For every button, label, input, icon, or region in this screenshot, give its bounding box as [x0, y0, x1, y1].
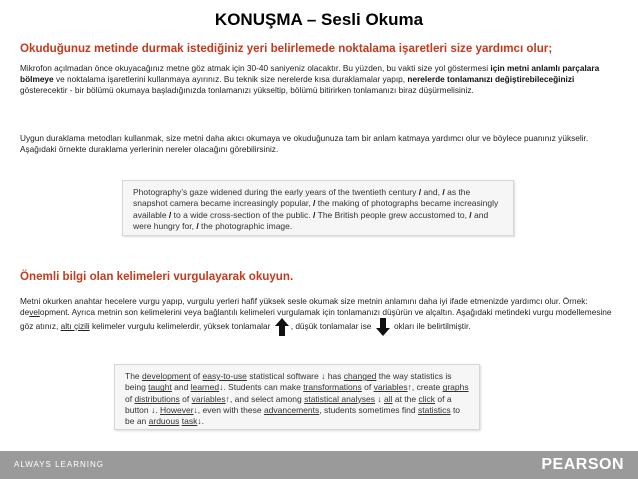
- down-arrow-icon: ↓: [151, 404, 156, 415]
- sample-text: , create: [411, 382, 443, 393]
- p2-text-d: , düşük tonlamalar ise: [290, 321, 374, 332]
- sample-text: , even with these: [197, 404, 264, 415]
- stressed-word: easy-to-use: [202, 371, 247, 381]
- sample-text: of: [361, 382, 374, 393]
- page-title: KONUŞMA – Sesli Okuma: [214, 10, 424, 29]
- down-arrow-icon: ↓: [193, 404, 198, 415]
- sample-text: at the: [392, 393, 419, 404]
- sample-text: , students sometimes find: [319, 404, 418, 415]
- section2-paragraph: [20, 296, 620, 336]
- p1-text-c: ve noktalama işaretlerini kullanmaya ayırınız. Bu teknik size nerelerde kısa duraklamalar yapıp,: [53, 74, 408, 84]
- section2-heading: Önemli bilgi olan kelimeleri vurgulayarak okuyun.: [20, 270, 294, 283]
- p1-text-d: gösterecektir - bir bölümü okumaya başladığınızda tonlamanızı yükseltip, bölümü bitirirken tonlamanızı biraz düşürmelisiniz.: [20, 85, 474, 95]
- stressed-word: However: [159, 404, 194, 415]
- sample-text: to a wide cross-section of the public.: [171, 209, 314, 220]
- sample-text: .: [155, 404, 160, 415]
- sample-text: The British people grew accustomed to,: [315, 209, 470, 220]
- pause-slash: /: [313, 209, 316, 220]
- stressed-word: click: [418, 393, 436, 404]
- stressed-word: variables: [191, 393, 226, 404]
- stressed-word: transformations: [303, 382, 362, 393]
- stressed-word: advancements: [263, 404, 320, 415]
- sample-text: of a button: [125, 393, 452, 415]
- sample-text: .: [201, 416, 204, 427]
- pause-slash: /: [168, 209, 172, 220]
- sample-text: . Students can make: [223, 382, 304, 393]
- p2-text-c: kelimeler vurgulu kelimelerdir, yüksek tonlamalar: [89, 321, 273, 332]
- footer-tagline: ALWAYS LEARNING: [14, 460, 104, 469]
- stressed-word: distributions: [134, 393, 180, 404]
- p2-text-e: okları ile belirtilmiştir.: [391, 321, 471, 332]
- footer-bar: [0, 451, 638, 479]
- section1-paragraph2: Uygun duraklama metodları kullanmak, size metni daha akıcı okumaya ve okuduğunuza tam bir anlam katmaya yardımcı olur ve böylece puanınız yükselir. Aşağıdaki örnekte duraklama yerlerinin nereler olacağını görebilirsiniz.: [20, 133, 589, 154]
- pause-slash: /: [442, 187, 445, 197]
- sample-text: The: [125, 371, 143, 381]
- stressed-word: task: [181, 416, 198, 427]
- section1-heading: Okuduğunuz metinde durmak istediğiniz yeri belirlemede noktalama işaretleri size yardımcı olur;: [20, 42, 553, 55]
- stressed-word: statistical analyses: [304, 393, 375, 404]
- sample-text: of: [125, 393, 135, 404]
- sample-text: the photographic image.: [198, 220, 293, 231]
- sample-text: to be an: [125, 404, 461, 427]
- down-arrow-icon: ↓: [219, 382, 224, 393]
- up-arrow-icon: ↑: [407, 382, 412, 393]
- down-arrow-icon: ↓: [321, 371, 326, 381]
- arrow-down-icon: [376, 318, 390, 336]
- sample-text: Photography’s gaze widened during the early years of the twentieth century: [133, 187, 419, 197]
- stressed-word: learned: [190, 382, 220, 393]
- sample-text: , and select among: [229, 393, 305, 404]
- p2-text-a: Metni okurken anahtar hecelere vurgu yapıp, vurgulu yerleri hafif yüksek sesle okumak size metnin anlamını daha iyi ifade etmenizde yardımcı olur. Örnek: de: [20, 296, 588, 317]
- sample-text: the way statistics is being: [125, 371, 452, 393]
- sample-text: of: [190, 371, 203, 381]
- stressed-word: development: [142, 371, 191, 381]
- pause-slash: /: [196, 220, 199, 231]
- pause-slash: /: [313, 198, 316, 209]
- up-arrow-icon: ↑: [225, 393, 230, 404]
- stressed-word: graphs: [442, 382, 469, 393]
- p1-bold-1: için metni anlamlı parçalara bölmeye: [20, 63, 600, 84]
- arrow-up-icon: [275, 318, 289, 336]
- down-arrow-icon: ↓: [197, 416, 202, 427]
- stressed-word: changed: [343, 371, 377, 381]
- sample-text: and: [171, 382, 191, 393]
- sample-text: as the snapshot camera became increasingly popular,: [133, 187, 471, 209]
- pause-slash: /: [418, 187, 422, 197]
- section1-paragraph1: [20, 63, 620, 96]
- stressed-word: arduous: [148, 416, 180, 427]
- underlined-term: altı çizili: [60, 321, 90, 332]
- p1-bold-2: nerelerde tonlamanızı değiştirebileceğinizi: [407, 74, 575, 84]
- pause-slash: /: [469, 209, 472, 220]
- stressed-syllable: vel: [29, 307, 40, 317]
- stressed-word: variables: [373, 382, 408, 393]
- sample-text: the making of photographs became increasingly available: [133, 198, 499, 220]
- stressed-word: taught: [148, 382, 172, 393]
- p1-text-a: Mikrofon açılmadan önce okuyacağınız metne göz atmak için 30-40 saniyeniz olacaktır. Bu yüzden, bu vakti size yol göstermesi: [20, 63, 491, 73]
- down-arrow-icon: ↓: [377, 393, 382, 404]
- sample-text: has: [325, 371, 344, 381]
- sample-text: and were hungry for,: [133, 209, 489, 231]
- sample-text: statistical software: [246, 371, 322, 381]
- stressed-word: statistics: [417, 404, 451, 415]
- stress-example-box: [114, 364, 480, 430]
- pause-example-box: [122, 180, 514, 236]
- stressed-word: all: [383, 393, 393, 404]
- sample-text: of: [179, 393, 192, 404]
- pearson-logo: PEARSON: [541, 456, 624, 473]
- p2-text-b: opment. Ayrıca metnin son kelimelerini veya bağlantılı kelimeleri vurgulamak için tonlamanızı düşürün ve alçaltın. Aşağıdaki metindeki vurgu modellemesine göz atınız,: [20, 307, 612, 332]
- sample-text: and,: [421, 187, 443, 197]
